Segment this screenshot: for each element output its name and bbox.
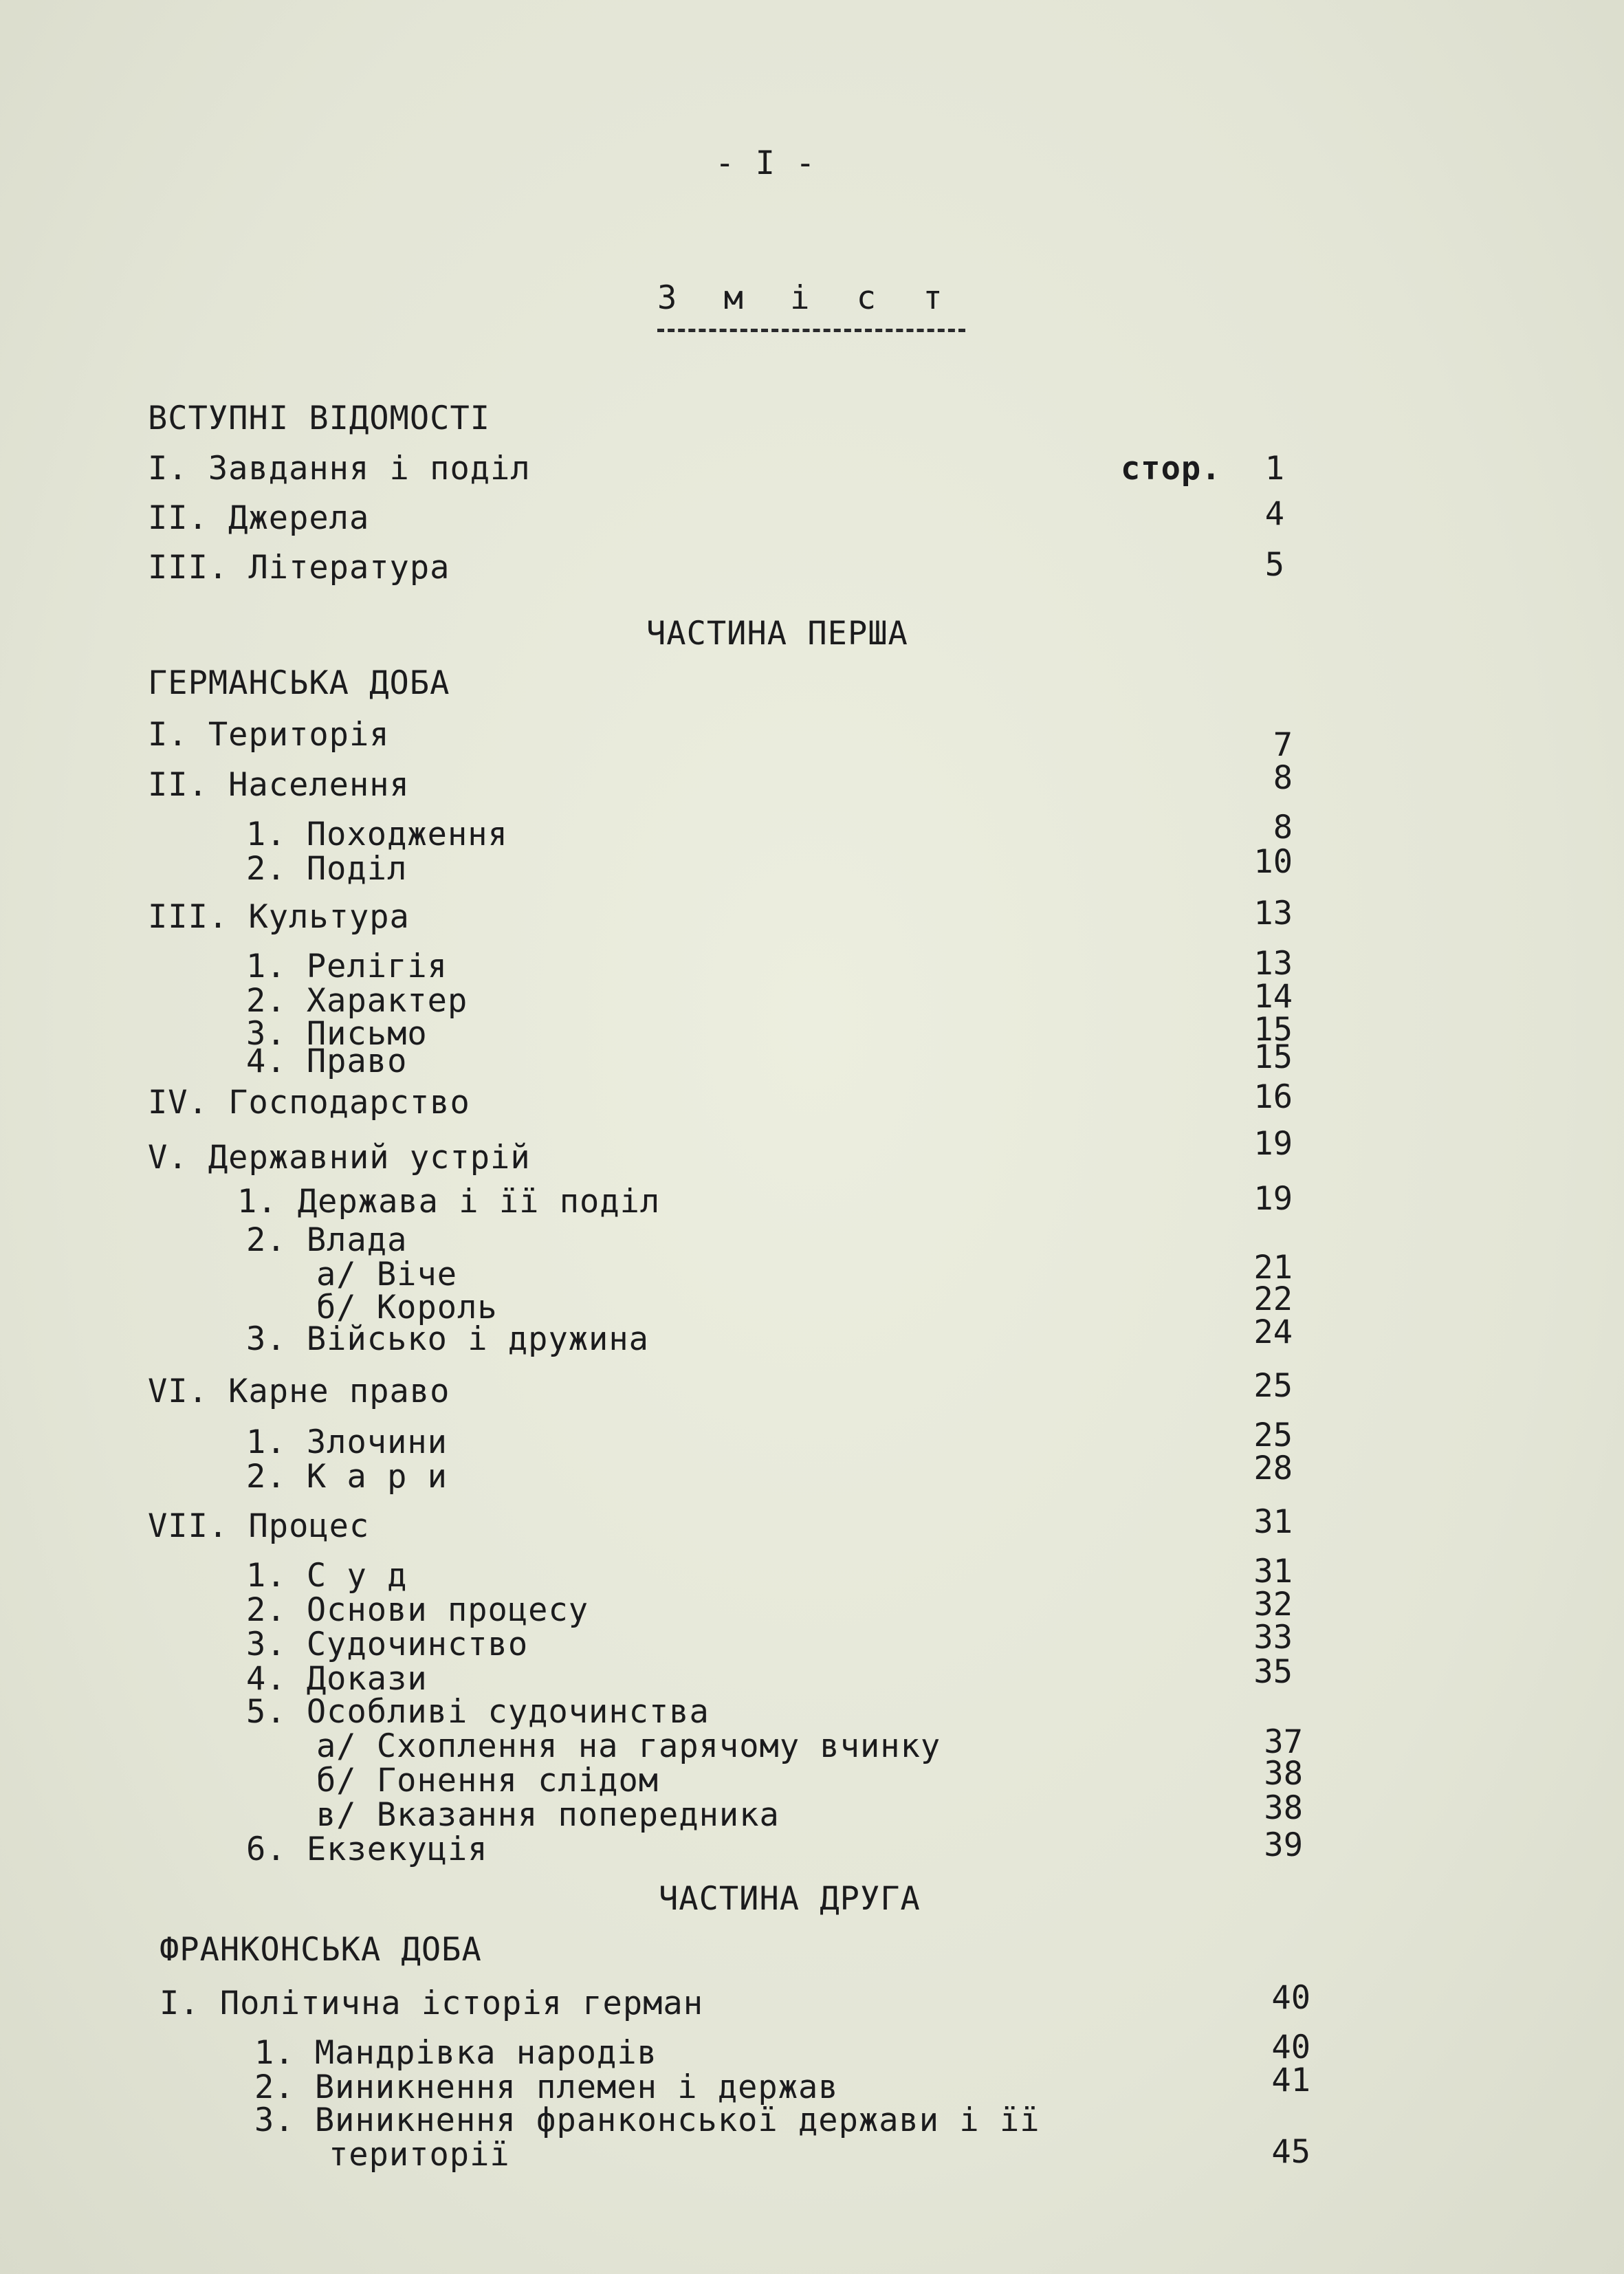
toc-page: 7 [1273,726,1293,764]
toc-entry: 1. Злочини [246,1423,448,1461]
toc-entry: а/ Віче [316,1256,458,1293]
toc-page: 40 [1271,2029,1310,2066]
toc-entry: 2. Характер [246,982,468,1020]
toc-entry: а/ Схоплення на гарячому вчинку [316,1727,941,1765]
toc-entry: 2. Поділ [246,850,408,888]
section-heading: ФРАНКОНСЬКА ДОБА [160,1931,482,1969]
toc-entry: 2. Влада [246,1221,408,1259]
toc-page: 19 [1253,1180,1293,1218]
part-heading: ЧАСТИНА ПЕРША [646,615,908,653]
toc-page: 31 [1253,1553,1293,1590]
toc-page: 28 [1253,1450,1293,1487]
toc-entry: 1. С у д [246,1557,408,1595]
toc-page: 40 [1271,1979,1310,2017]
toc-page: 13 [1253,895,1293,932]
toc-page: 37 [1264,1723,1303,1761]
toc-entry: III. Культура [148,898,410,936]
toc-entry: 1. Держава і її поділ [237,1183,661,1221]
toc-page: 16 [1253,1078,1293,1116]
section-heading: ГЕРМАНСЬКА ДОБА [148,664,450,702]
toc-entry: 3. Військо і дружина [246,1320,649,1358]
toc-entry: 3. Письмо [246,1015,428,1053]
toc-entry: III. Література [148,549,450,587]
toc-entry: 4. Право [246,1042,408,1080]
toc-entry: 3. Судочинство [246,1626,529,1663]
toc-entry: 1. Релігія [246,948,448,985]
toc-page: 41 [1271,2062,1310,2099]
toc-page: 14 [1253,978,1293,1016]
toc-page: 39 [1264,1826,1303,1864]
section-heading: ВСТУПНІ ВІДОМОСТІ [148,400,491,437]
toc-page: 32 [1253,1586,1293,1623]
toc-page: 35 [1253,1653,1293,1691]
title-underline [657,329,965,332]
toc-entry: II. Джерела [148,499,370,537]
toc-entry: 2. К а р и [246,1458,448,1496]
toc-page: 21 [1253,1249,1293,1287]
contents-title: З м і с т [657,279,956,317]
toc-entry: 5. Особливі судочинства [246,1693,710,1731]
toc-entry: VI. Карне право [148,1373,450,1410]
toc-page: 25 [1253,1417,1293,1454]
toc-page: 8 [1273,809,1293,846]
toc-entry: V. Державний устрій [148,1139,531,1177]
toc-entry: 1. Мандрівка народів [254,2034,657,2072]
toc-page: 22 [1253,1280,1293,1318]
page-prefix: стор. [1121,450,1222,488]
toc-entry: 3. Виникнення франконської держави і її [254,2101,1040,2139]
toc-page: 25 [1253,1367,1293,1405]
toc-page: 15 [1253,1011,1293,1049]
toc-page: 5 [1264,546,1284,584]
toc-page: 45 [1271,2133,1310,2171]
toc-page: 8 [1273,759,1293,797]
part-heading: ЧАСТИНА ДРУГА [659,1880,921,1918]
toc-page: 31 [1253,1503,1293,1541]
toc-entry: 4. Докази [246,1660,428,1698]
toc-page: 10 [1253,843,1293,881]
toc-entry: I. Політична історія герман [160,1985,704,2022]
toc-page: 1 [1264,450,1284,488]
page-number: - I - [715,144,816,182]
toc-entry: I. Завдання і поділ [148,450,531,488]
toc-page: 13 [1253,945,1293,983]
toc-entry: 2. Основи процесу [246,1591,589,1629]
toc-entry: II. Населення [148,766,410,804]
toc-page: 15 [1253,1038,1293,1076]
toc-entry: б/ Король [316,1289,498,1326]
toc-page: 38 [1264,1789,1303,1827]
toc-entry: IV. Господарство [148,1084,470,1122]
toc-entry: б/ Гонення слідом [316,1762,659,1800]
toc-entry: в/ Вказання попередника [316,1796,780,1834]
toc-entry: території [329,2136,510,2174]
toc-page: 33 [1253,1619,1293,1657]
toc-page: 24 [1253,1313,1293,1351]
toc-page: 19 [1253,1125,1293,1163]
toc-entry: 6. Екзекуція [246,1830,488,1868]
toc-page: 4 [1264,495,1284,533]
toc-entry: 2. Виникнення племен і держав [254,2068,839,2106]
toc-entry: VII. Процес [148,1507,370,1545]
toc-entry: 1. Походження [246,816,508,853]
toc-entry: I. Територія [148,716,390,754]
toc-page: 38 [1264,1755,1303,1793]
